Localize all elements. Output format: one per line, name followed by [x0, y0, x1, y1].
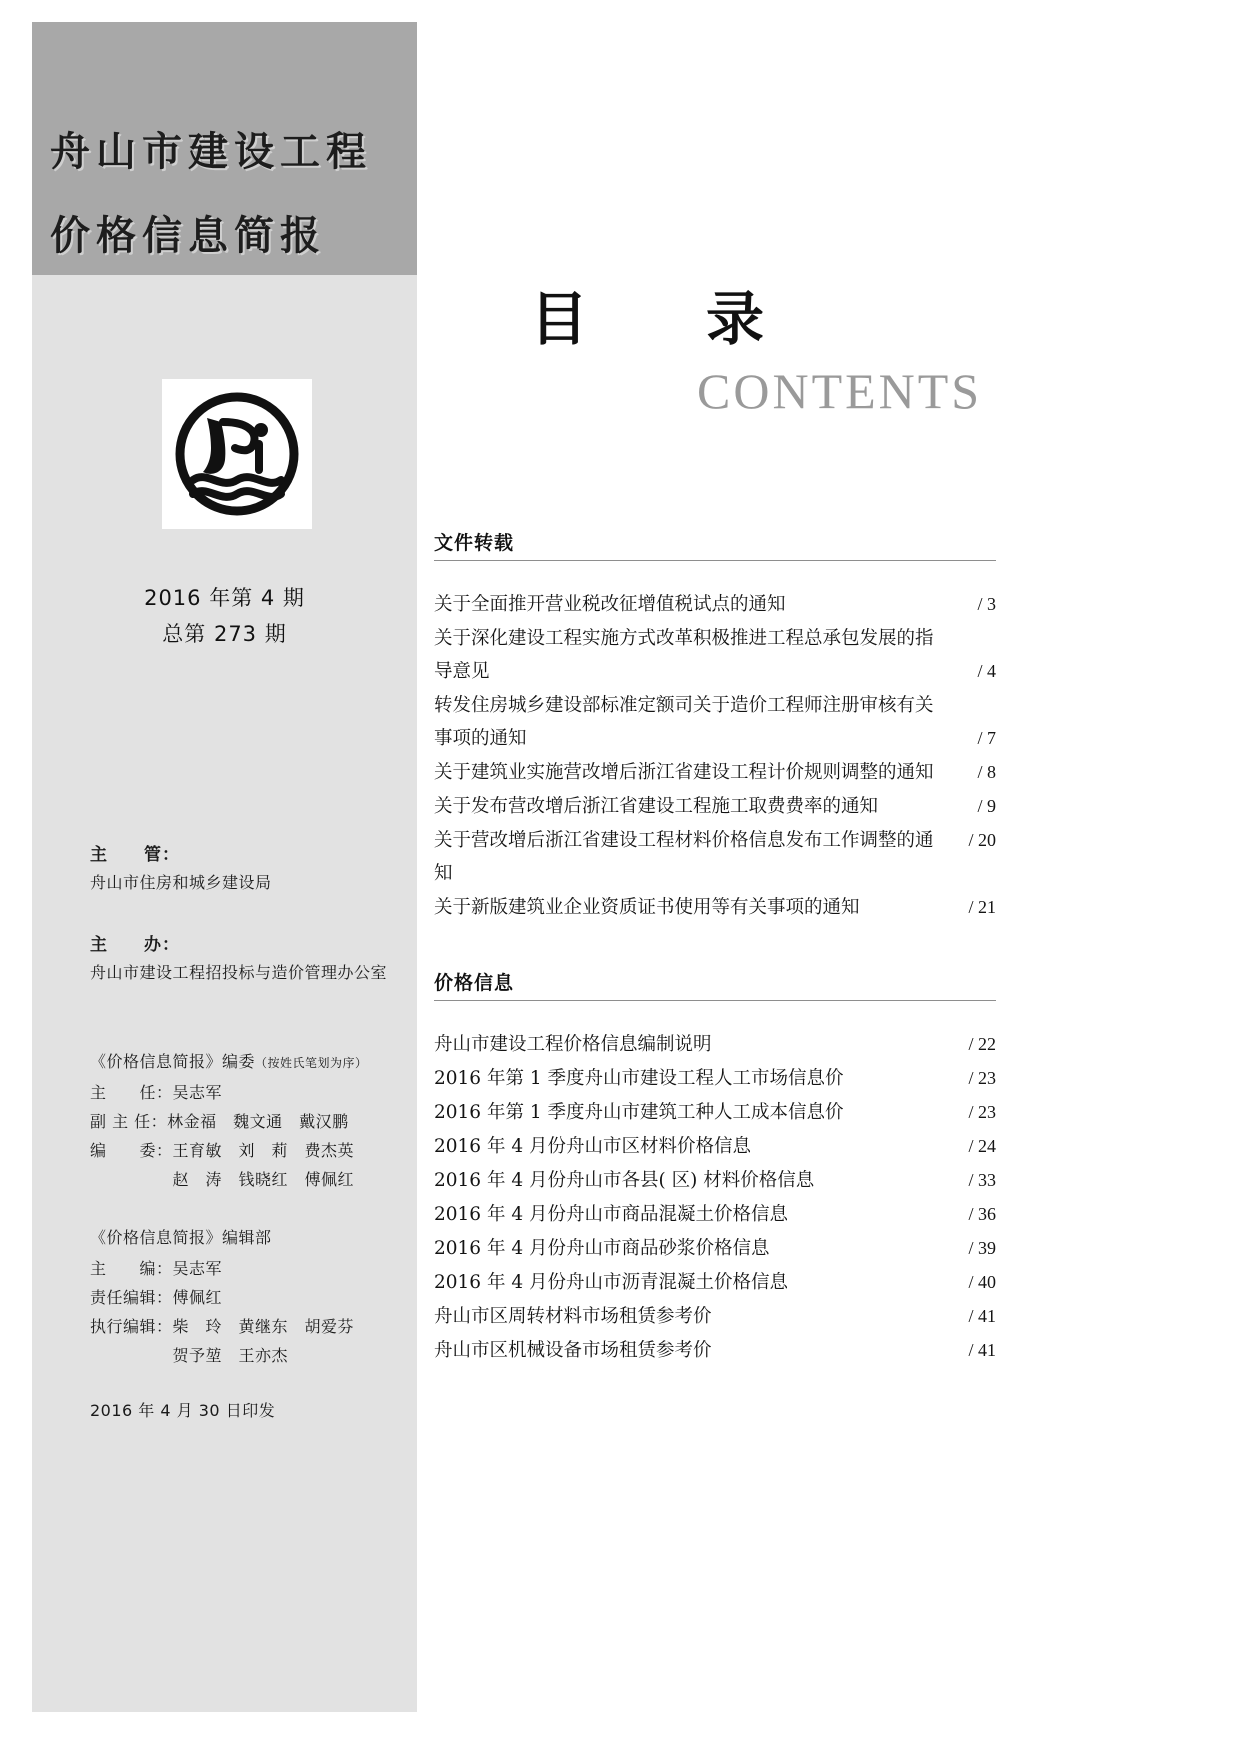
board-row: 编 委：王育敏 刘 莉 费杰英 [90, 1141, 355, 1160]
toc-entry-page: / 9 [977, 796, 996, 816]
toc-entry[interactable] [434, 1198, 996, 1231]
toc-entry-title: 舟山市区周转材料市场租赁参考价 [434, 1306, 712, 1327]
masthead-title-line2: 价格信息简报 [50, 213, 326, 259]
toc-entry-page: / 40 [968, 1272, 996, 1292]
toc-entry-title: 关于发布营改增后浙江省建设工程施工取费费率的通知 [434, 796, 879, 817]
toc-entry-title: 关于深化建设工程实施方式改革积极推进工程总承包发展的指导意见 [434, 628, 934, 682]
contents-title-en: CONTENTS [697, 363, 983, 419]
section-divider [434, 560, 996, 561]
editorial-row: 执行编辑：柴 玲 黄继东 胡爱芬 [90, 1317, 355, 1336]
toc-entry-title: 转发住房城乡建设部标准定额司关于造价工程师注册审核有关事项的通知 [434, 695, 934, 749]
toc-entry-title: 2016 年 4 月份舟山市区材料价格信息 [434, 1136, 751, 1157]
section-heading-price-info: 价格信息 [434, 972, 515, 994]
section-heading-documents: 文件转载 [434, 532, 515, 554]
editorial-board-title-text: 《价格信息简报》编委 [90, 1052, 256, 1071]
toc-entry[interactable] [434, 1096, 996, 1129]
board-row: 主 任：吴志军 [90, 1083, 223, 1102]
toc-entry-title: 舟山市建设工程价格信息编制说明 [434, 1034, 712, 1055]
masthead-title-line1: 舟山市建设工程 [50, 129, 372, 175]
editorial-row: 贺予堃 王亦杰 [90, 1346, 289, 1365]
supervisor-value: 舟山市住房和城乡建设局 [90, 873, 272, 892]
supervisor-label: 主 管： [90, 845, 180, 865]
toc-entry-page: / 41 [968, 1340, 996, 1360]
toc-entry[interactable] [434, 622, 996, 688]
toc-entry[interactable] [434, 588, 996, 621]
contents-title-cn: 目 录 [530, 285, 795, 353]
toc-entry-page: / 41 [968, 1306, 996, 1326]
toc-entry-page: / 3 [977, 594, 996, 614]
toc-entry-title: 关于全面推开营业税改征增值税试点的通知 [434, 594, 786, 615]
toc-entry-title: 2016 年 4 月份舟山市沥青混凝土价格信息 [434, 1272, 788, 1293]
zhoushan-construction-emblem-icon [162, 379, 312, 529]
toc-group-price-info [434, 1028, 996, 1368]
toc-entry[interactable] [434, 1300, 996, 1333]
toc-entry-page: / 36 [968, 1204, 996, 1224]
toc-entry-title: 关于新版建筑业企业资质证书使用等有关事项的通知 [434, 897, 860, 918]
toc-entry[interactable] [434, 1164, 996, 1197]
toc-entry-page: / 23 [968, 1068, 996, 1088]
toc-entry-title: 舟山市区机械设备市场租赁参考价 [434, 1340, 712, 1361]
toc-entry-page: / 24 [968, 1136, 996, 1156]
toc-entry[interactable] [434, 1334, 996, 1367]
section-divider [434, 1000, 996, 1001]
toc-entry-page: / 21 [968, 897, 996, 917]
toc-entry[interactable] [434, 824, 996, 890]
toc-entry[interactable] [434, 891, 996, 924]
toc-entry[interactable] [434, 689, 996, 755]
issue-number: 2016 年第 4 期 [144, 586, 305, 610]
toc-entry-title: 2016 年第 1 季度舟山市建设工程人工市场信息价 [434, 1068, 844, 1089]
toc-group-documents [434, 588, 996, 925]
toc-entry-page: / 4 [977, 661, 996, 681]
toc-entry-page: / 39 [968, 1238, 996, 1258]
toc-entry[interactable] [434, 790, 996, 823]
organizer-value: 舟山市建设工程招投标与造价管理办公室 [90, 963, 388, 982]
board-row: 赵 涛 钱晓红 傅佩红 [90, 1170, 355, 1189]
toc-entry-page: / 23 [968, 1102, 996, 1122]
toc-entry-page: / 22 [968, 1034, 996, 1054]
toc-entry-title: 2016 年 4 月份舟山市商品混凝土价格信息 [434, 1204, 788, 1225]
toc-entry-title: 2016 年 4 月份舟山市各县( 区) 材料价格信息 [434, 1170, 815, 1191]
organizer-label: 主 办： [90, 935, 180, 955]
editorial-row: 责任编辑：傅佩红 [90, 1288, 223, 1307]
toc-entry-page: / 8 [977, 762, 996, 782]
toc-entry-page: / 20 [968, 830, 996, 850]
editorial-row: 主 编：吴志军 [90, 1259, 223, 1278]
toc-entry-page: / 7 [977, 728, 996, 748]
toc-entry[interactable] [434, 756, 996, 789]
toc-entry[interactable] [434, 1062, 996, 1095]
toc-entry-title: 2016 年第 1 季度舟山市建筑工种人工成本信息价 [434, 1102, 844, 1123]
toc-entry[interactable] [434, 1130, 996, 1163]
total-issue-number: 总第 273 期 [162, 622, 287, 646]
toc-entry-page: / 33 [968, 1170, 996, 1190]
toc-entry-title: 关于建筑业实施营改增后浙江省建设工程计价规则调整的通知 [434, 762, 934, 783]
editorial-board-title-note: （按姓氏笔划为序） [255, 1056, 368, 1070]
editorial-board-title [90, 1049, 368, 1072]
masthead-banner [32, 22, 417, 275]
toc-entry-title: 关于营改增后浙江省建设工程材料价格信息发布工作调整的通知 [434, 830, 934, 884]
toc-entry[interactable] [434, 1232, 996, 1265]
toc-entry[interactable] [434, 1028, 996, 1061]
print-date: 2016 年 4 月 30 日印发 [90, 1401, 276, 1420]
toc-entry[interactable] [434, 1266, 996, 1299]
editorial-department-title: 《价格信息简报》编辑部 [90, 1228, 272, 1247]
board-row: 副 主 任：林金福 魏文通 戴汉鹏 [90, 1112, 349, 1131]
cover-left-panel [32, 22, 417, 1712]
toc-entry-title: 2016 年 4 月份舟山市商品砂浆价格信息 [434, 1238, 770, 1259]
